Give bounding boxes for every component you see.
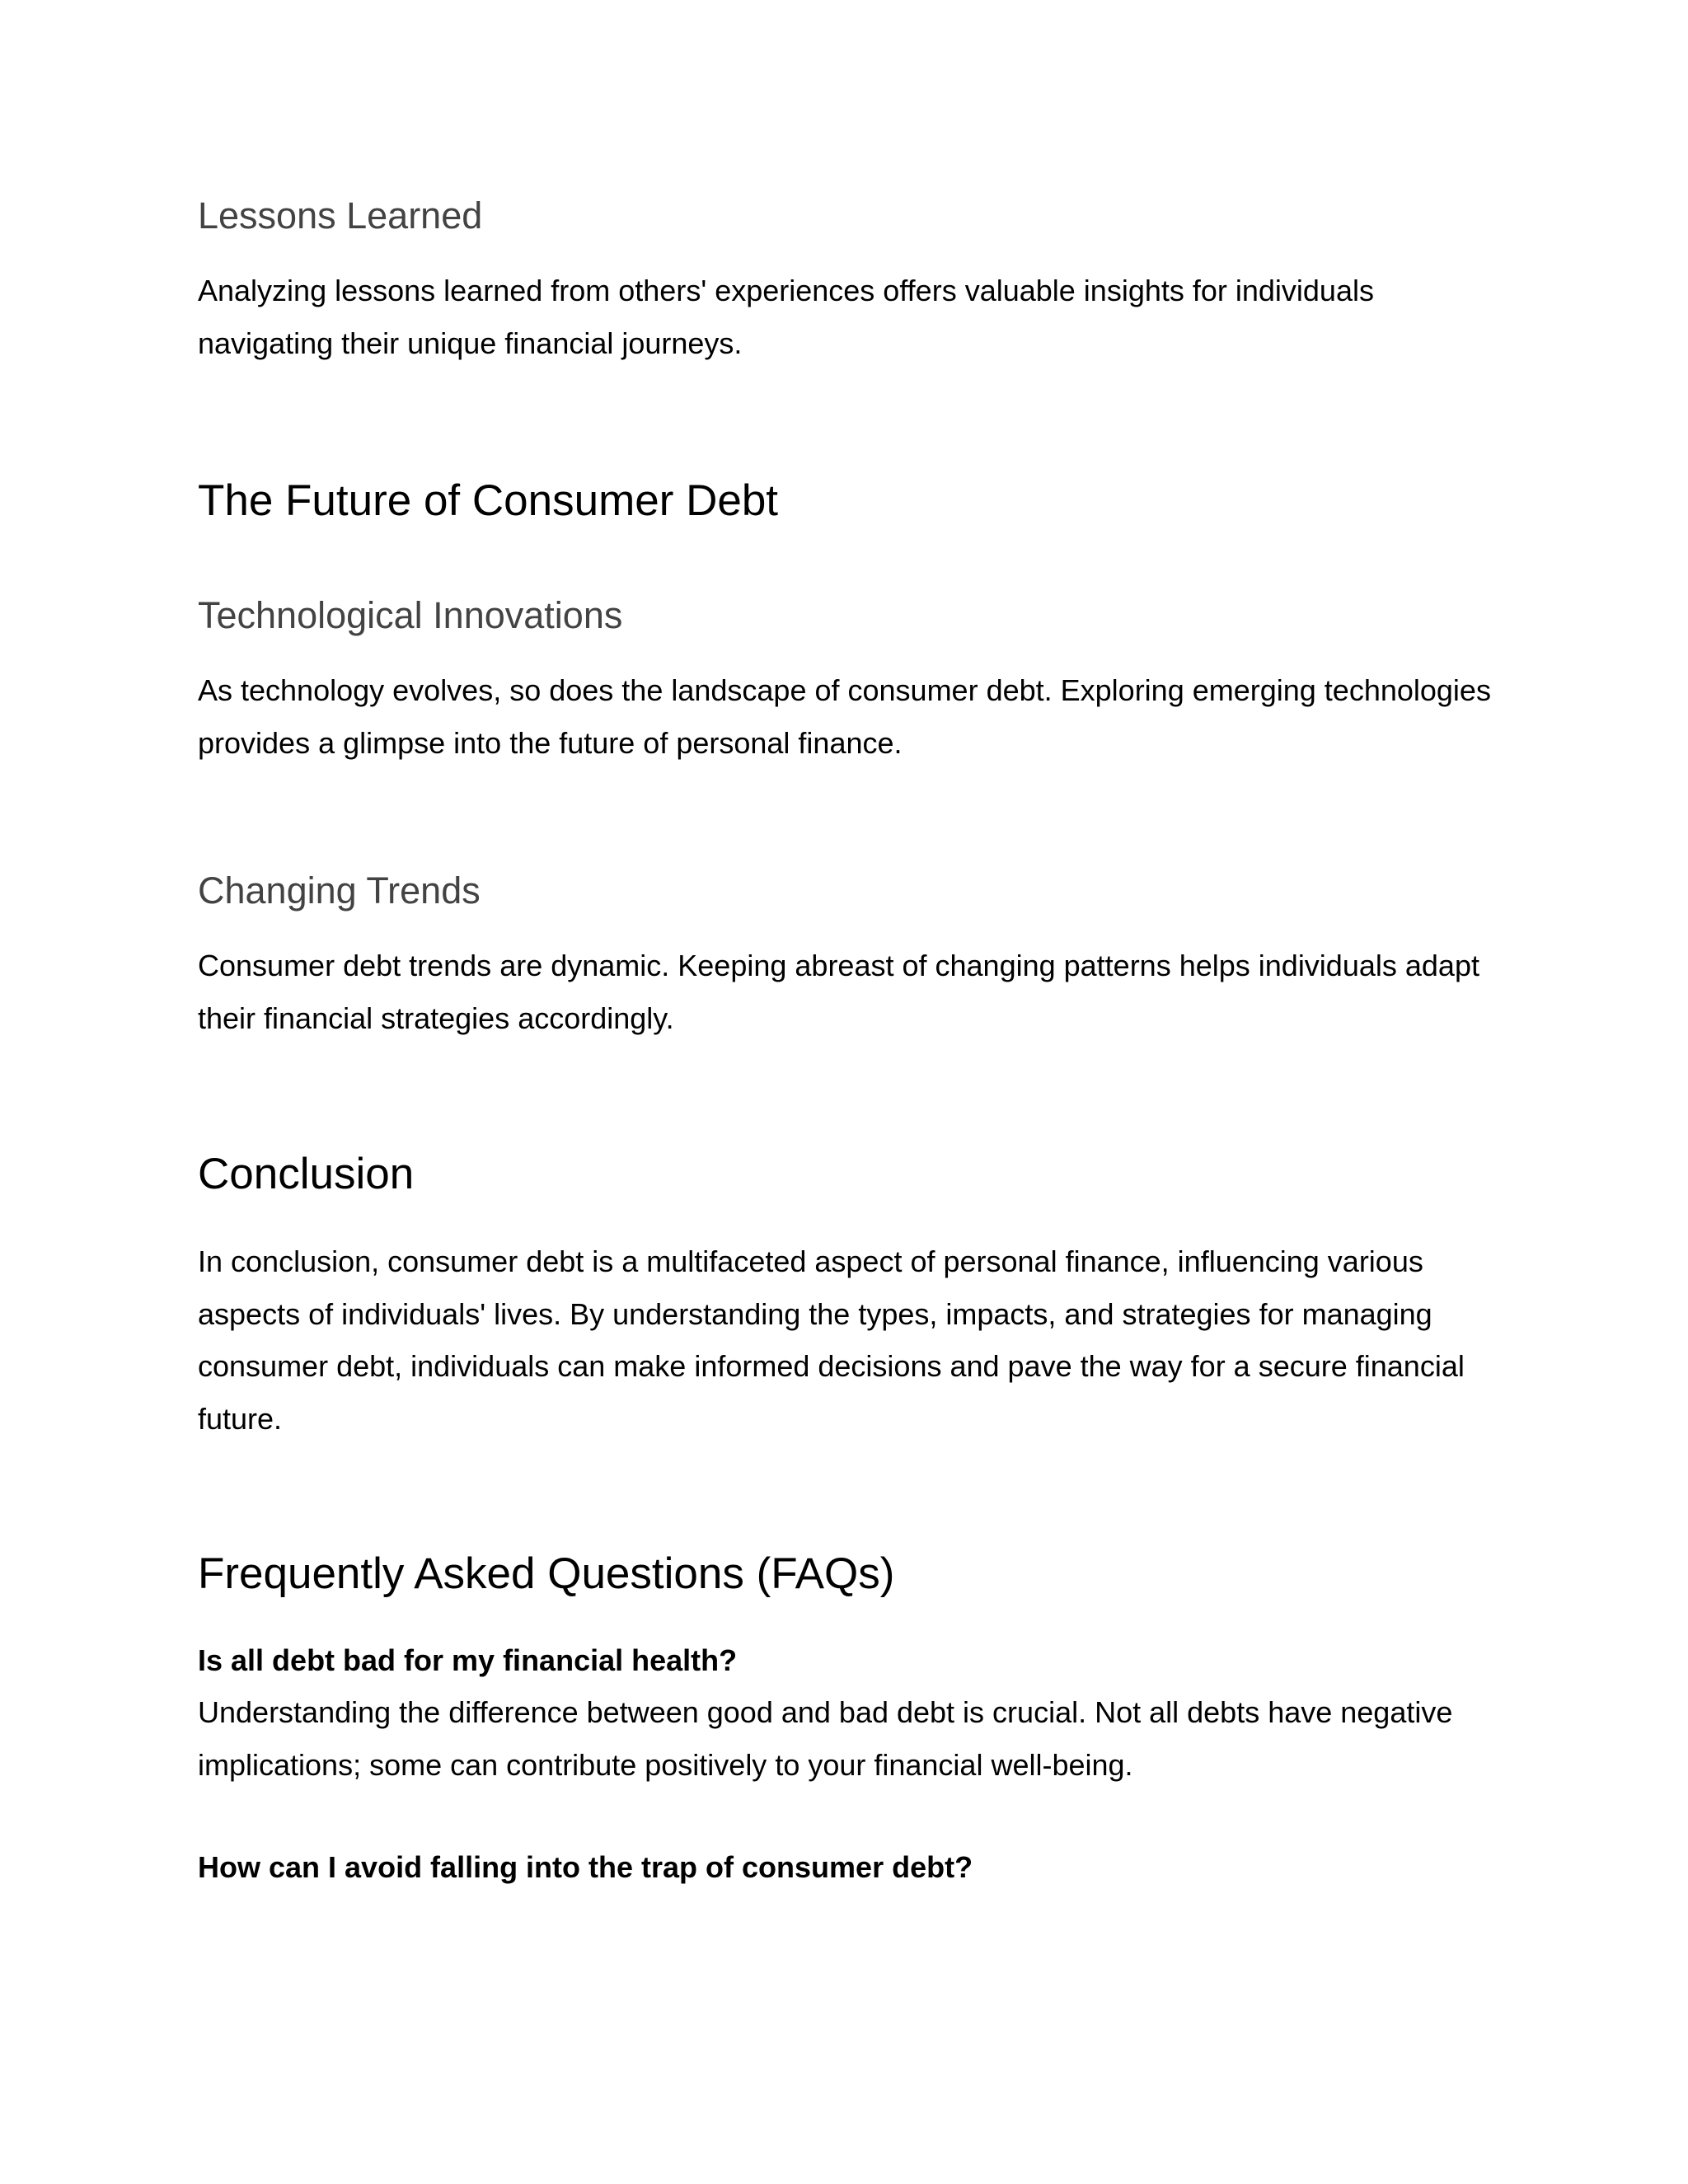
faq-question-2: How can I avoid falling into the trap of consumer debt? (198, 1850, 973, 1884)
paragraph-conclusion: In conclusion, consumer debt is a multifaceted aspect of personal finance, influencing various aspects of individuals' lives. By understanding the types, impacts, and strategies for managing consumer debt, individuals can make informed decisions and pave the way for a secure financial future. (198, 1244, 1465, 1436)
heading-faqs: Frequently Asked Questions (FAQs) (198, 1549, 895, 1598)
heading-conclusion: Conclusion (198, 1150, 415, 1198)
faq-answer-1: Understanding the difference between good and bad debt is crucial. Not all debts have negative implications; some can contribute positively to your financial well-being. (198, 1695, 1453, 1782)
paragraph-technological-innovations: As technology evolves, so does the landscape of consumer debt. Exploring emerging technologies provides a glimpse into the future of personal finance. (198, 673, 1491, 760)
heading-future-of-consumer-debt: The Future of Consumer Debt (198, 476, 779, 525)
heading-lessons-learned: Lessons Learned (198, 194, 483, 237)
heading-changing-trends: Changing Trends (198, 869, 481, 912)
paragraph-lessons-learned: Analyzing lessons learned from others' experiences offers valuable insights for individuals navigating their unique financial journeys. (198, 274, 1374, 360)
faq-question-1: Is all debt bad for my financial health? (198, 1643, 738, 1677)
heading-technological-innovations: Technological Innovations (198, 594, 623, 636)
paragraph-changing-trends: Consumer debt trends are dynamic. Keeping abreast of changing patterns helps individuals adapt their financial strategies accordingly. (198, 949, 1479, 1035)
